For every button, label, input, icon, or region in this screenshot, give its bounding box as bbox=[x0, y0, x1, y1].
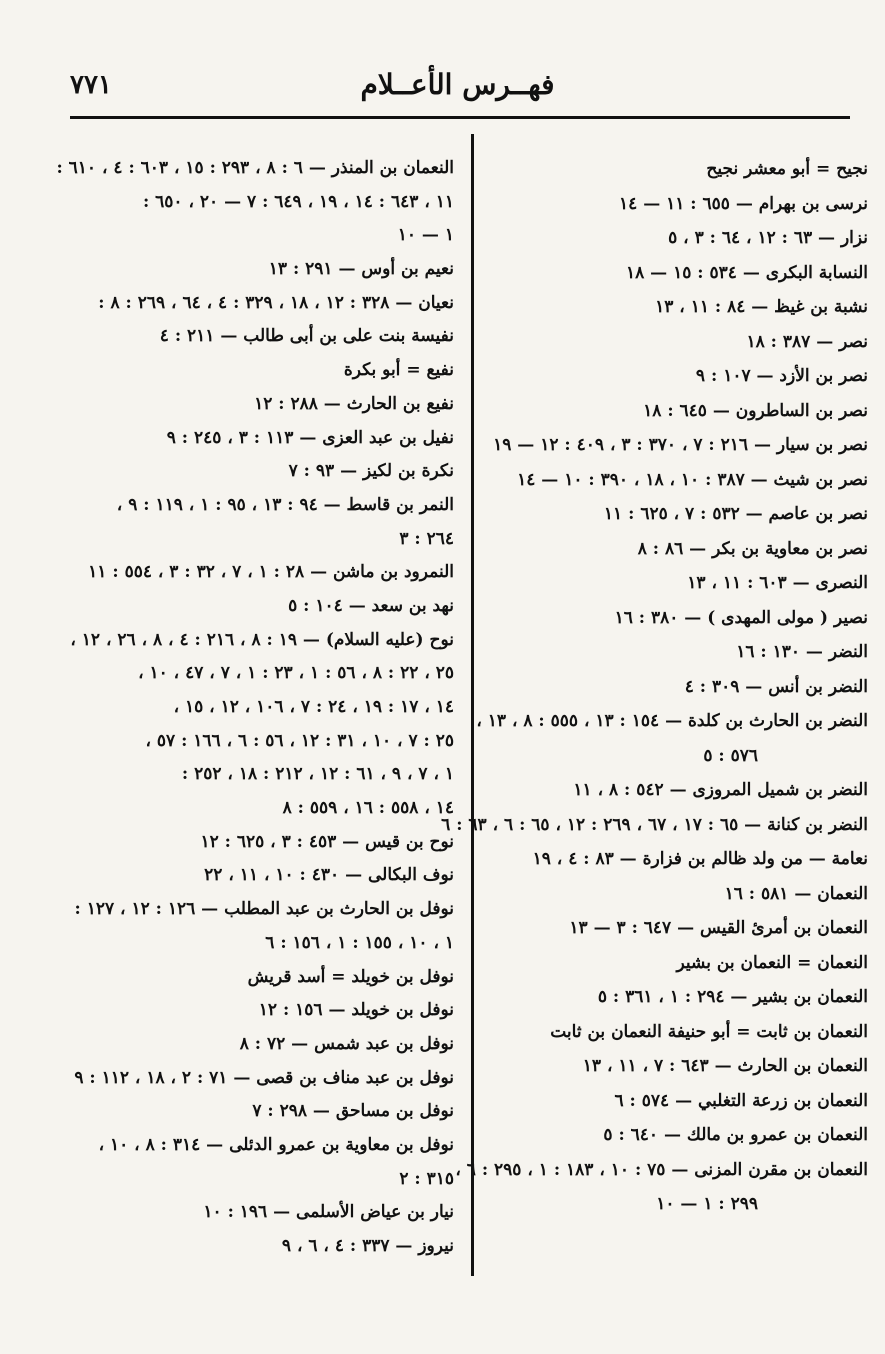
index-entry: نهد بن سعد — ١٠٤ : ٥ bbox=[288, 595, 454, 616]
index-entry: نفيل بن عبد العزى — ١١٣ : ٣ ، ٢٤٥ : ٩ bbox=[166, 427, 454, 448]
index-entry: نرسى بن بهرام — ٦٥٥ : ١١ — ١٤ bbox=[619, 193, 868, 214]
index-entry: ٢٥ : ٧ ، ١٠ ، ٣١ : ١٢ ، ٥٦ : ٦ ، ١٦٦ : ٥٧ ، bbox=[145, 730, 454, 751]
index-entry: النعمان = النعمان بن بشير bbox=[676, 952, 868, 973]
page-title: فهــرس الأعــلام bbox=[360, 68, 555, 101]
index-entry: ٢٥ ، ٢٢ : ٨ ، ٥٦ : ١ ، ٢٣ : ١ ، ٧ ، ٤٧ ، ١٠ ، bbox=[138, 663, 454, 684]
index-column-left bbox=[56, 152, 454, 1264]
index-entry: نصر بن الأزد — ١٠٧ : ٩ bbox=[695, 366, 868, 386]
index-entry: النصرى — ٦٠٣ : ١١ ، ١٣ bbox=[687, 573, 868, 593]
index-entry: النضر بن الحارث بن كلدة — ١٥٤ : ١٣ ، ٥٥٥ : ٨ ، ١٣ ، bbox=[476, 711, 868, 731]
index-entry: النعمان بن عمرو بن مالك — ٦٤٠ : ٥ bbox=[603, 1125, 868, 1145]
index-entry: ١٤ ، ١٧ : ١٩ ، ٢٤ : ٧ ، ١٠٦ ، ١٢ ، ١٥ ، bbox=[173, 697, 454, 717]
index-entry: ١ ، ٧ ، ٩ ، ٦١ : ١٢ ، ٢١٢ : ١٨ ، ٢٥٢ : bbox=[181, 764, 454, 785]
index-entry: ٢٩٩ : ١ — ١٠ bbox=[656, 1194, 758, 1214]
index-entry: نوح بن قيس — ٤٥٣ : ٣ ، ٦٢٥ : ١٢ bbox=[200, 831, 454, 852]
column-divider bbox=[471, 134, 474, 1276]
index-entry: ١١ ، ٦٤٣ : ١٤ ، ١٩ ، ٦٤٩ : ٧ — ٢٠ ، ٦٥٠ : bbox=[142, 191, 454, 212]
index-entry: النضر بن أنس — ٣٠٩ : ٤ bbox=[684, 676, 868, 697]
index-entry: نوفل بن مساحق — ٢٩٨ : ٧ bbox=[252, 1101, 454, 1122]
index-entry: ١ — ١٠ bbox=[397, 225, 454, 246]
header-rule bbox=[70, 116, 850, 119]
page-number: ٧٧١ bbox=[70, 70, 112, 100]
index-column-right bbox=[441, 152, 868, 1222]
index-entry: نعيان — ٣٢٨ : ١٢ ، ١٨ ، ٣٢٩ : ٤ ، ٦٤ ، ٢٦٩ : ٨ : bbox=[98, 292, 454, 313]
index-entry: نوفل بن خويلد = أسد قريش bbox=[247, 966, 454, 987]
index-entry: نعامة — من ولد ظالم بن فزارة — ٨٣ : ٤ ، ١٩ bbox=[532, 849, 868, 869]
index-entry: نجيح = أبو معشر نجيح bbox=[706, 159, 868, 179]
index-entry: نوفل بن خويلد — ١٥٦ : ١٢ bbox=[258, 1000, 454, 1021]
index-entry: النعمان بن المنذر — ٦ : ٨ ، ٢٩٣ : ١٥ ، ٦٠٣ : ٤ ، ٦١٠ : bbox=[56, 158, 454, 178]
index-entry: نيروز — ٣٣٧ : ٤ ، ٦ ، ٩ bbox=[281, 1236, 454, 1256]
index-entry: النعمان بن ثابت = أبو حنيفة النعمان بن ثابت bbox=[550, 1021, 868, 1042]
index-entry: نوفل بن عبد مناف بن قصى — ٧١ : ٢ ، ١٨ ، ١١٢ : ٩ bbox=[74, 1067, 454, 1088]
index-entry: نصر بن الساطرون — ٦٤٥ : ١٨ bbox=[643, 400, 868, 421]
index-entry: النعمان بن بشير — ٢٩٤ : ١ ، ٣٦١ : ٥ bbox=[597, 987, 868, 1007]
index-entry: النعمان بن زرعة التغلبي — ٥٧٤ : ٦ bbox=[614, 1090, 868, 1111]
index-entry: نزار — ٦٣ : ١٢ ، ٦٤ : ٣ ، ٥ bbox=[668, 228, 868, 248]
index-entry: نوفل بن الحارث بن عبد المطلب — ١٢٦ : ١٢ ، ١٢٧ : bbox=[74, 899, 454, 920]
index-entry: نعيم بن أوس — ٢٩١ : ١٣ bbox=[268, 259, 454, 280]
index-entry: نيار بن عياض الأسلمى — ١٩٦ : ١٠ bbox=[203, 1202, 454, 1223]
index-entry: نوفل بن معاوية بن عمرو الدئلى — ٣١٤ : ٨ ، ١٠ ، bbox=[98, 1134, 454, 1155]
index-entry: نوف البكالى — ٤٣٠ : ١٠ ، ١١ ، ٢٢ bbox=[204, 865, 454, 886]
index-entry: ٣١٥ : ٢ bbox=[399, 1168, 454, 1189]
index-entry: النعمان بن مقرن المزنى — ٧٥ : ١٠ ، ١٨٣ : ١ ، ٢٩٥ : ٦ ، bbox=[455, 1159, 868, 1180]
index-entry: النعمان بن الحارث — ٦٤٣ : ٧ ، ١١ ، ١٣ bbox=[582, 1056, 868, 1076]
page-header bbox=[70, 68, 845, 112]
index-entry: نصير ( مولى المهدى ) — ٣٨٠ : ١٦ bbox=[614, 607, 868, 628]
index-entry: ٢٦٤ : ٣ bbox=[399, 528, 454, 549]
index-entry: نصر بن عاصم — ٥٣٢ : ٧ ، ٦٢٥ : ١١ bbox=[603, 504, 868, 524]
index-entry: نصر بن شيث — ٣٨٧ : ١٠ ، ١٨ ، ٣٩٠ : ١٠ — ١٤ bbox=[517, 469, 868, 490]
index-entry: ١٤ ، ٥٥٨ : ١٦ ، ٥٥٩ : ٨ bbox=[282, 798, 454, 819]
index-entry: النعمان — ٥٨١ : ١٦ bbox=[724, 883, 868, 904]
index-entry: النسابة البكرى — ٥٣٤ : ١٥ — ١٨ bbox=[626, 262, 868, 283]
index-entry: نصر — ٣٨٧ : ١٨ bbox=[746, 331, 868, 352]
index-entry: نفيع = أبو بكرة bbox=[343, 360, 454, 381]
index-entry: نصر بن سيار — ٢١٦ : ٧ ، ٣٧٠ : ٣ ، ٤٠٩ : ١٢ — ١٩ bbox=[493, 435, 868, 455]
index-entry: النمر بن قاسط — ٩٤ : ١٣ ، ٩٥ : ١ ، ١١٩ : ٩ ، bbox=[116, 494, 454, 515]
index-entry: نصر بن معاوية بن بكر — ٨٦ : ٨ bbox=[637, 538, 868, 559]
index-entry: نفيسة بنت على بن أبى طالب — ٢١١ : ٤ bbox=[159, 326, 454, 347]
index-entry: النضر بن شميل المروزى — ٥٤٢ : ٨ ، ١١ bbox=[573, 780, 868, 800]
index-entry: النعمان بن أمرئ القيس — ٦٤٧ : ٣ — ١٣ bbox=[569, 918, 868, 938]
index-entry: نفيع بن الحارث — ٢٨٨ : ١٢ bbox=[254, 393, 454, 414]
index-entry: ١ ، ١٠ ، ١٥٥ : ١ ، ١٥٦ : ٦ bbox=[265, 932, 454, 953]
index-entry: نكرة بن لكيز — ٩٣ : ٧ bbox=[288, 461, 454, 482]
index-entry: النمرود بن ماشن — ٢٨ : ١ ، ٧ ، ٣٢ : ٣ ، ٥٥٤ : ١١ bbox=[88, 562, 454, 583]
index-entry: ٥٧٦ : ٥ bbox=[703, 745, 758, 766]
index-entry: نشبة بن غيظ — ٨٤ : ١١ ، ١٣ bbox=[655, 297, 868, 317]
index-entry: نوح (عليه السلام) — ١٩ : ٨ ، ٢١٦ : ٤ ، ٨ ، ٢٦ ، ١٢ ، bbox=[70, 629, 454, 650]
index-entry: النضر — ١٣٠ : ١٦ bbox=[736, 642, 868, 662]
index-entry: النضر بن كنانة — ٦٥ : ١٧ ، ٦٧ ، ٢٦٩ : ١٢ ، ٦٥ : ٦ ، ٦٣ : ٦ bbox=[441, 814, 868, 835]
index-entry: نوفل بن عبد شمس — ٧٢ : ٨ bbox=[239, 1033, 454, 1054]
